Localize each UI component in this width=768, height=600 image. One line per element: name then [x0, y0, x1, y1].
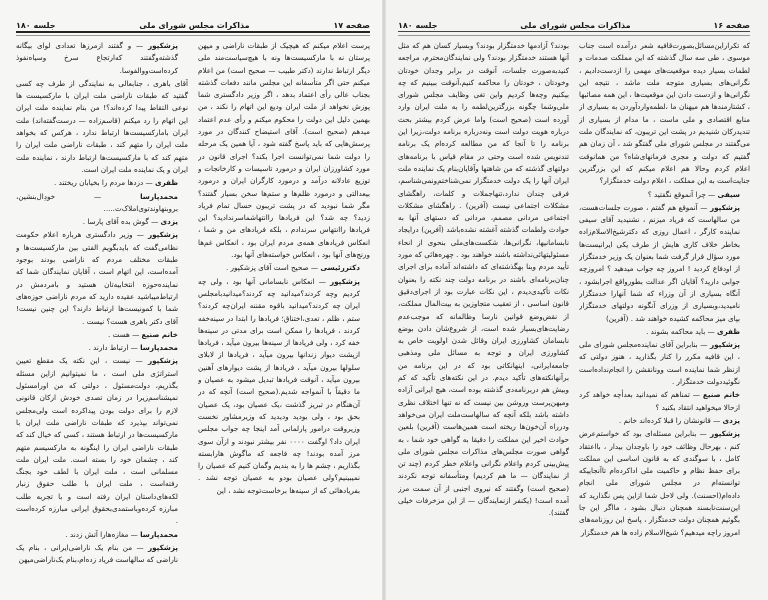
speaker-name: پزشکپور	[148, 230, 178, 240]
header-rule	[398, 31, 750, 32]
paragraph	[579, 389, 750, 414]
speaker-name: محمدپارسا	[140, 191, 178, 201]
speaker-name: پزشکپور	[330, 276, 360, 286]
page-header	[16, 14, 370, 30]
paragraph-text: — انعکاس نابسامانی آنها بود ، ولی چه کردیم وچه کردند؟میدانید چه کردند؟میدانیدبامجلس ایران چه کردند؟میدانید باقوه مقننه ایران‌چه کردند؟ ستم ، ظلم ، تعدی،اختناق؛ فریادها را ابتدا در سینه‌خفه کردند ، فریادها را ممکن است برای مدتی در سینه‌ها خفه کرد ، ولی فریادها از سینه‌ها بیرون میآید ، فریادها ازپشت دیوار زندانها بیرون میآید ، فریادها از لابلای سلولها بیرون میآید ، فریادها از پشت دیوارهای آهنین بیرون میآید ، آنوقت فریادها تبدیل میشود به عصیان و ما دقیقاً با آنمواجه شدیم.(صحیح است) آنچه که در آن‌هنگام در تبریز گذشت ،یک عصیان بود، یک عصیان بحق بود ، ولی بودید ودیدید که وزیرمشاور نخست وزیروقت درامور پارلمانی آمد اینجا چه جواب مجلس ایران داد؟ اوگفت ۰۰۰۰ نفر بیشتر نبودند و ازآن سوی مرز آمده بودند! چه فاجعه که ماگوش هارابسته بگذاریم ، چشم ها را به بندیم وگمان کنیم که عصیان را نمیبینیم؟ولی عصیان بودو به عصیان توجه نشد . بفریادهائی که از سینه‌ها برخاست‌توجه نشد ، این	[198, 276, 360, 495]
page-gutter	[382, 0, 386, 600]
speaker-name: پزشکپور	[148, 356, 178, 366]
column-right	[579, 40, 750, 590]
journal-title: مذاکرات مجلس شورای ملی	[139, 21, 250, 30]
paragraph	[579, 189, 750, 201]
paragraph	[16, 529, 188, 541]
paragraph	[16, 329, 188, 341]
paragraph-text: — قانونشان را قبلا کرده‌اند خانم .	[618, 415, 723, 425]
paragraph	[16, 229, 188, 327]
page-number-label: صفحه ۱۶	[713, 21, 750, 30]
column-left	[16, 40, 188, 590]
paragraph	[579, 326, 750, 338]
paragraph	[579, 339, 750, 388]
paragraph-text: — چرا آنموقع نگفتید ؟	[647, 189, 718, 199]
session-label: جلسه ۱۸۰	[16, 21, 56, 30]
paragraph-text: — ارتباط دارند .	[88, 343, 141, 353]
speaker-name: محمدپارسا	[140, 343, 178, 353]
paragraph	[198, 276, 370, 497]
speaker-name: یزدی	[160, 217, 178, 227]
page-header	[398, 14, 750, 30]
speaker-name: خانم صنیع	[141, 329, 178, 339]
text-columns	[16, 40, 370, 590]
header-rule	[16, 31, 370, 33]
speaker-name: پزشکپور	[710, 340, 740, 350]
paragraph-text: — آنموقع هم گفتم ، صورت جلسات‌هست، من سالهاست که فریاد میزنم ، نشنیدید آقای سیفی نماینده کارگر ، اعمال روزی که دکترشیخ‌الاسلام‌زاده بخاطر خلاف کاری هایش از طرف یکی ایرانیست‌ها مورد سؤال قرار گرفت شما بعنوان یک وزیر خدمتگزار از اودفاع کردید ! امروز چه جواب میدهید ؟ امروزچه جوابی دارید؟ آقایان اگر عدالت بطورواقع اجرابشود ، آنگاه بسیاری از آن وزراء که شما آنهارا خدمتگزار نامیدید،وبسیاری از وزرای آنگونه دولتهای خدمتگزار بپای میز محاکمه کشیده خواهند شد . (آفرین)	[579, 202, 740, 323]
paragraph-text: — وزیر دادگستری هرباره اعلام حکومت نظامی‌گفت که بایدبگویم الفتی بین مارکسیست‌ها و طبقات مختلف مردم که ناراضی بودند بوجود آمده‌است، این اتهام است ، آقایان نمایندگان شما که نماینده‌حوزه انتخابیه‌تان هستید و بامردمش در ارتباط‌میباشید عقیده دارید که مردم ناراضی حوزه‌های شما با کمونیست‌ها ارتباط دارند؟ این چنین نیست! آقای دکتر باهری هست؟ نیست .	[16, 230, 178, 326]
journal-title: مذاکرات مجلس شورای ملی	[520, 21, 631, 30]
paragraph	[198, 40, 370, 261]
paragraph-text: — بنابراین آقای نماینده‌مجلس شورای ملی ، این قافیه مکرر را کنار بگذارید ، هنوز دولتی که ازنظر شما نماینده است وونانقشن را انجام‌نداده‌است نگوئیددولت خدمتگزار .	[579, 340, 740, 387]
paragraph-text: — صحیح است آقای پزشکپور .	[225, 263, 321, 273]
speaker-name: پزشکپور	[148, 542, 178, 552]
paragraph	[16, 40, 188, 77]
column-left	[398, 40, 569, 590]
paragraph	[16, 177, 188, 189]
paragraph	[398, 40, 569, 520]
paragraph-text: پرست اعلام میکنم که هیچیک از طبقات ناراضی و میهن پرستان نه با مارکسیست‌ها ونه با هیچ‌سیاست‌مند ملی دیگر ارتباط ندارند (دکتر طبیب — صحیح است) من اعلام میکنم حتی اگر متأسفانه این مجلس مانند دفعات گذشته بجناب عالی رأی اعتماد بدهد ، اگر وزیر دادگستری شما پوزش نخواهد از ملت ایران ودیع این اتهام را نکند ، من بهمین دلیل این دولت را محکوم میکنم و رأی عدم اعتماد میدهم (صحیح است). آقای استیضاح کنندگان در مورد پرسش‌هایی که باید پاسخ گفته شود ، آیا همین یک مرحله را دولت شما نمی‌توانست اجرا بکند؟ اجرای قانون در مورد کشاورزان ایران و درمورد تاسیسات و کارخانجات و توزیع عادلانه درآمد و درمورد کارگران ایران و درمورد بیعدالتی و درمورد ظلم‌ها و ستم‌ها سخن بسیار گفتند؟ مگر شما نبودید که در پشت تریبون حسال تمام فریاد زدید؟ چه شد؟ این فریادها راانتهاشماسرندادید؟ این فریادها راانتهاس سرندادم ، بلکه فریادهای من و شما ، انعکاس فریادهای همه‌ی مردم ایران بود ، انعکاس غم‌ها ورنج‌های آنها بود ، انعکاس خواسته‌های آنها بود.	[198, 41, 370, 260]
page-number-label: صفحه ۱۷	[333, 21, 370, 30]
paragraph	[16, 355, 188, 527]
text-columns	[398, 40, 750, 590]
speaker-name: یزدی	[722, 415, 740, 425]
paragraph	[579, 202, 750, 325]
speaker-name: پزشکپور	[710, 202, 740, 212]
paragraph	[198, 262, 370, 274]
paragraph-text: بودند؟ آزادمها خدمتگزار بودند؟ وبسیار کسان هم که مثل آنها هستند خدمتگزار بودند؟ ولی نمایندگان‌محترم، مراجعه کنیدبه‌صورت جلسات، آنوقت در برابر وجدان خودتان وخودتان ، خودتان را محاکمه کنیم،آنوقت ببینیم که چه بیکنیم وچه‌ها کردیم واین تغی وظایف مجلس شورای ملی‌وشما چگونه بزرگترین‌لطمه را به ملت ایران وارد آورده است (صحیح است) واما عرض کردم بیشتر بحث درباره هویت دولت است ونه‌درباره برنامه دولت،زیرا این برنامه را تا آنجا که من مطالعه کرده‌ام یک برنامه تندنویس شده است وحتی در مقام قیاس با برنامه‌های دولتهای گذشته که من شاهتها وآقایان‌بنام یک نماینده ملت ایران آنها را یک دولت خدمتگزار نمی‌شناختم‌ونمی‌شناسم، فرقی چندان ندارد،تنهاجملات و کلمات، راهگشای مشکلات اجتماعی نیست (آفرین) . راهگشای مشکلات اجتماعی مردانی مصمم، مردانی که دستهای آنها به حوادث ولطمات گذشته آغشته نشده‌باشد (آفرین) درایجاد نابسامانیها، نگرانی‌ها، شکست‌های‌ملی بنحوی از انحاء مسئولیتهائی‌نداشته باشند خواهند بود . چهره‌هائی که مورد تأیید مردم وبنا بهگذشته‌ای که داشته‌اند آماده برای اجرای چنان‌برنامه‌ای باشند در برنامه دولت چند نکته را بعنوان نکات تأکیدی‌دیدم ، این نکات عبارت بود از اجرای‌دقیق قانون اساسی ، از تعقیب متجاوزین به بیت‌المال مملکت، از نقض‌وضع قوانین نارسا وظالمانه که موجب‌عدم رضایت‌های‌بسیار شده است، از شروع‌شان دادن بوضع نابسامان کشاورزی ایران وقائل شدن اولویت خاص به کشاورزی ایران و توجه به مسائل ملی ومذهبی جامعه‌ایرانی، اینهانکاتی بود که در این برنامه من برآنهانکته‌های تأکید دیدم. در این نکته‌های تأکید که کم وبیش هم دربرنامه‌دی گذشته بوده است، هیچ ایرانی آزاده ومیهن‌پرست وروشن بین نیست که نه تنها اختلاف نظری داشته باشد بلکه آنچه که سالهاست‌ملت ایران می‌خواهد ودرراه آن‌خون‌ها ریخته است همین‌هاست (آفرین) بلعین حوادث اخیر این مملکت را دقیقا به گواهی خود شما ، به گواهی صورت مجلس‌های مذاکرات مجلس شورای ملی پیش‌بینی کردم واعلام نگرانی واعلام خطر کردم (چند تن از نمایندگان — ما هم کردیم) ومتأسفانه توجه نکردند (صحیح است) وگفتند که نیروی اجنبی از آن سمت مرز آمده است! (یکنفر ازنمایندگان — از این مزخرفات خیلی گفتند).	[398, 41, 569, 518]
paragraph	[16, 342, 188, 354]
paragraph-text: — نیست ، این نکته یک مقطع تعیین استراتژی ملی است ، ما نمیتوانیم ازاین مسئله بگذریم، دولت‌مسئول ، دولتی که من اورامسئول نمیشناسم‌زیرا در زمان تصدی خودش ارکان قانونی لازم را برای دولت بودن پیداکرده است ولی‌مجلس نمی‌تواند بپذیرد که طبقات ناراضی ملت ایران با مارکسیست‌ها در ارتباط هستند ، کسی که خیال کند که طبقات ناراضی ایران را اینگونه به مارکسیسم متهم کند ، چشمان خود را بسته است. ملت ایران ملت مسلمانی است ، ملت ایران با لطف خود بجنگ رفته‌است ، ملت ایران با طلب حقوق زنبار لکه‌های‌داستان ایران رفته است و با تجربه طلب مبارزه کرده‌وباستمدی‌بحقوق ایرانی مبارزه کرده‌است .	[16, 356, 178, 526]
speaker-name: خانم صنیع	[702, 390, 740, 400]
paragraph	[16, 542, 188, 567]
paragraph-text: که تکراراین‌مسائل‌بصورت‌قافیه شعر درآمده است جناب موسوی ، طی سه سال گذشته که این مملکت صدمات و لطمات بسیار دیده موقعیت‌های مهمی را ازدست‌دادیم ، نگرانی‌های بسیاری متوجه ملت ماشد ، نتیجه این نگرانی‌ها و ازدست دادن این موقعیت‌ها ، این همه مصائبها ، کشتارمندها هم میهنان ما ،لطمه‌واردآوردن به بسیاری از منابع اقتصادی و ملی ماست ، ما مدام از بسیاری از تندیدرکان شنیدیم در پشت این تریبون، که نمایندگان ملت می‌گفتند در مجلس شورای ملی گفتگو شد ، آن زمان هم گفتیم که دولت و مجری فرمانهای‌شاه؟ من همانوقت اعلام کردم وحالا هم اعلام میکنم که این بزرگترین جنایت‌است به این مملکت ، اعلام دولت خدمتگزار؟	[579, 41, 750, 186]
paragraph-text: — تمناهم که نمیدانید بعدأچه خواهد کرد ازحالا میخواهید انتقاد بکنید ؟	[579, 390, 740, 412]
speaker-name: دکتررئیسی	[320, 263, 360, 273]
speaker-name: پزشکپور	[148, 41, 178, 50]
paragraph-text: — خودِال‌بنشین، بروبنهاوندتوی‌املاک‌ت.....	[16, 191, 178, 213]
speaker-name: ظفری	[716, 326, 740, 336]
speaker-name: پزشکپور	[710, 429, 740, 439]
paragraph	[579, 40, 750, 188]
paragraph-text: — و گفتند ازمرزها تعدادی لوای بیگانه گذشته‌وگفتند که‌ارتجاع سرخ وسیاه‌نفوذ کرده‌است‌ووالفوسا.	[16, 41, 178, 75]
paragraph-text: آقای باهری ، جنابعالی به نمایندگی از طرف چه کسی گفتید که طبقات ناراضی ملت ایران با مارکسیست ها نوعی التقاط پیدا کرده‌اند؟! من بنام نماینده ملت ایران این اتهام را رد میکنم (قاسم‌زاده — درست‌گفته‌اند) ملت ایران بامارکسیست‌ها ارتباط ندارد ، هرکس که بخواهد ملت ایران را متهم کند ، طبقات ناراضی ملت ایران را متهم کند که با مارکسیست‌ها ارتباط دارند ، نماینده ملت ایران و یک نماینده ملت ایران است.	[16, 78, 188, 174]
column-right	[198, 40, 370, 590]
session-label: جلسه ۱۸۰	[398, 21, 438, 30]
speaker-name: محمدپارسا	[140, 529, 178, 539]
paragraph	[579, 415, 750, 427]
paragraph-text: — بنابراین مسئله‌ای بود که خواستم‌عرض کنم ، بهرحال وظائف خود را باوجدان بیدار ، بااعتقاد کامل ، با سوگندی که به قانون اساسی این مملکت برای حفظ نظام و حاکمیت ملی اداکرده‌ام تاآنجاییکه توانسته‌ام در مجلس شورای ملی انجام داده‌ام(احسنت). ولی لاحل شما ازاین پس نگذارید که این‌سنت‌نابسند همچنان دنبال بشود ، مااگر این جا بگوئیم همچنان دولت خدمتگزار ، پاسخ این روزنامه‌های امروز راچه میدهیم؟ شیخ‌الاسلام زاده ها هم خدمتگزار	[579, 429, 740, 537]
paragraph-text: — گوش بده آقای پارسا .	[82, 217, 161, 227]
paragraph-text: — مغازه‌هارا آتش زدند .	[65, 529, 141, 539]
paragraph-text: — باید محاکمه بشوند .	[646, 326, 717, 336]
header-rule-thin	[16, 35, 370, 36]
paragraph-text: — دزدها مردم را بخیابان ریختند .	[54, 178, 155, 188]
right-page	[384, 0, 768, 600]
speaker-name: ظفری	[154, 178, 178, 188]
speaker-name: سیفی	[717, 189, 740, 199]
header-rule-thin	[398, 35, 750, 36]
paragraph	[16, 191, 188, 216]
paragraph	[16, 78, 188, 176]
paragraph	[579, 428, 750, 539]
paragraph	[16, 216, 188, 228]
paragraph-text: — من بنام یک ناراضی‌ایرانی ، بنام یک ناراضی که سالهاست فریاد زده‌ام،بنام یک‌ناراضی‌میهن	[16, 542, 178, 565]
paragraph-text: — هست .	[107, 329, 142, 339]
